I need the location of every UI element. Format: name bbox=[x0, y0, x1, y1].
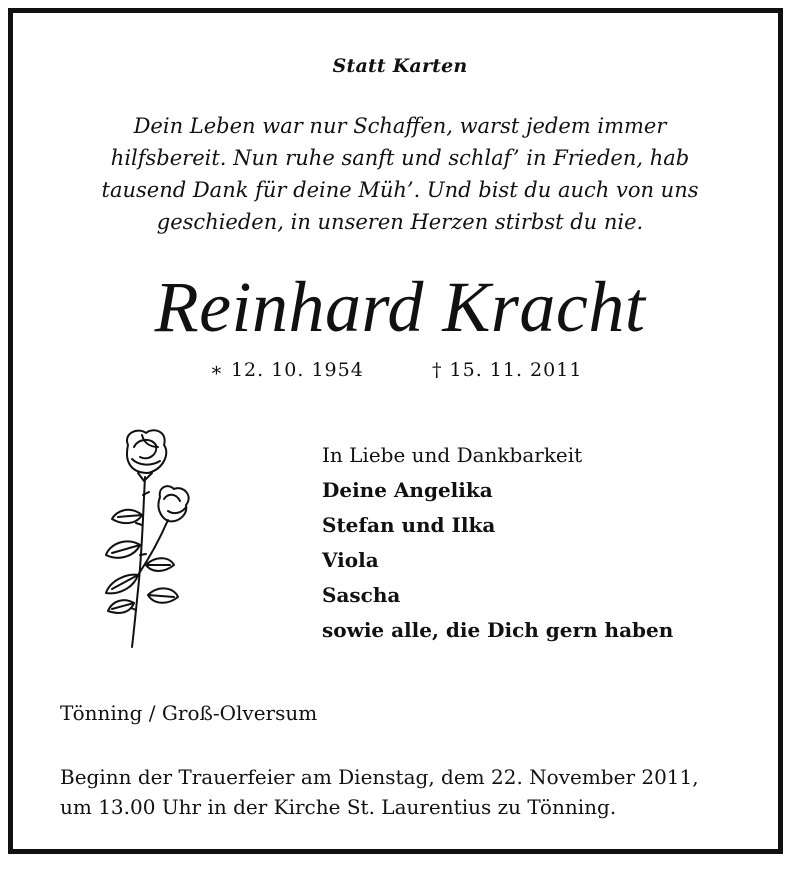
rose-icon bbox=[98, 425, 208, 650]
ceremony-info bbox=[60, 762, 699, 822]
place: Tönning / Groß-Olversum bbox=[60, 701, 318, 725]
family-list bbox=[322, 438, 673, 648]
poem-line: tausend Dank für deine Müh’. Und bist du auch von uns bbox=[101, 178, 699, 202]
deceased-name: Reinhard Kracht bbox=[154, 267, 646, 347]
poem-line: hilfsbereit. Nun ruhe sanft und schlaf’ in Frieden, hab bbox=[110, 146, 690, 170]
family-member: Sascha bbox=[322, 583, 401, 607]
birth-date: ∗ 12. 10. 1954 bbox=[210, 359, 364, 381]
heading: Statt Karten bbox=[332, 55, 468, 77]
death-date: † 15. 11. 2011 bbox=[432, 359, 583, 381]
ceremony-line: um 13.00 Uhr in der Kirche St. Laurentius zu Tönning. bbox=[60, 795, 617, 819]
family-member: sowie alle, die Dich gern haben bbox=[322, 618, 674, 642]
family-member: Viola bbox=[322, 548, 379, 572]
ceremony-line: Beginn der Trauerfeier am Dienstag, dem 22. November 2011, bbox=[60, 765, 699, 789]
poem-line: geschieden, in unseren Herzen stirbst du nie. bbox=[156, 210, 644, 234]
family-intro: In Liebe und Dankbarkeit bbox=[322, 443, 583, 467]
poem bbox=[0, 110, 800, 238]
family-member: Stefan und Ilka bbox=[322, 513, 496, 537]
family-member: Deine Angelika bbox=[322, 478, 493, 502]
poem-line: Dein Leben war nur Schaffen, warst jedem immer bbox=[133, 114, 667, 138]
